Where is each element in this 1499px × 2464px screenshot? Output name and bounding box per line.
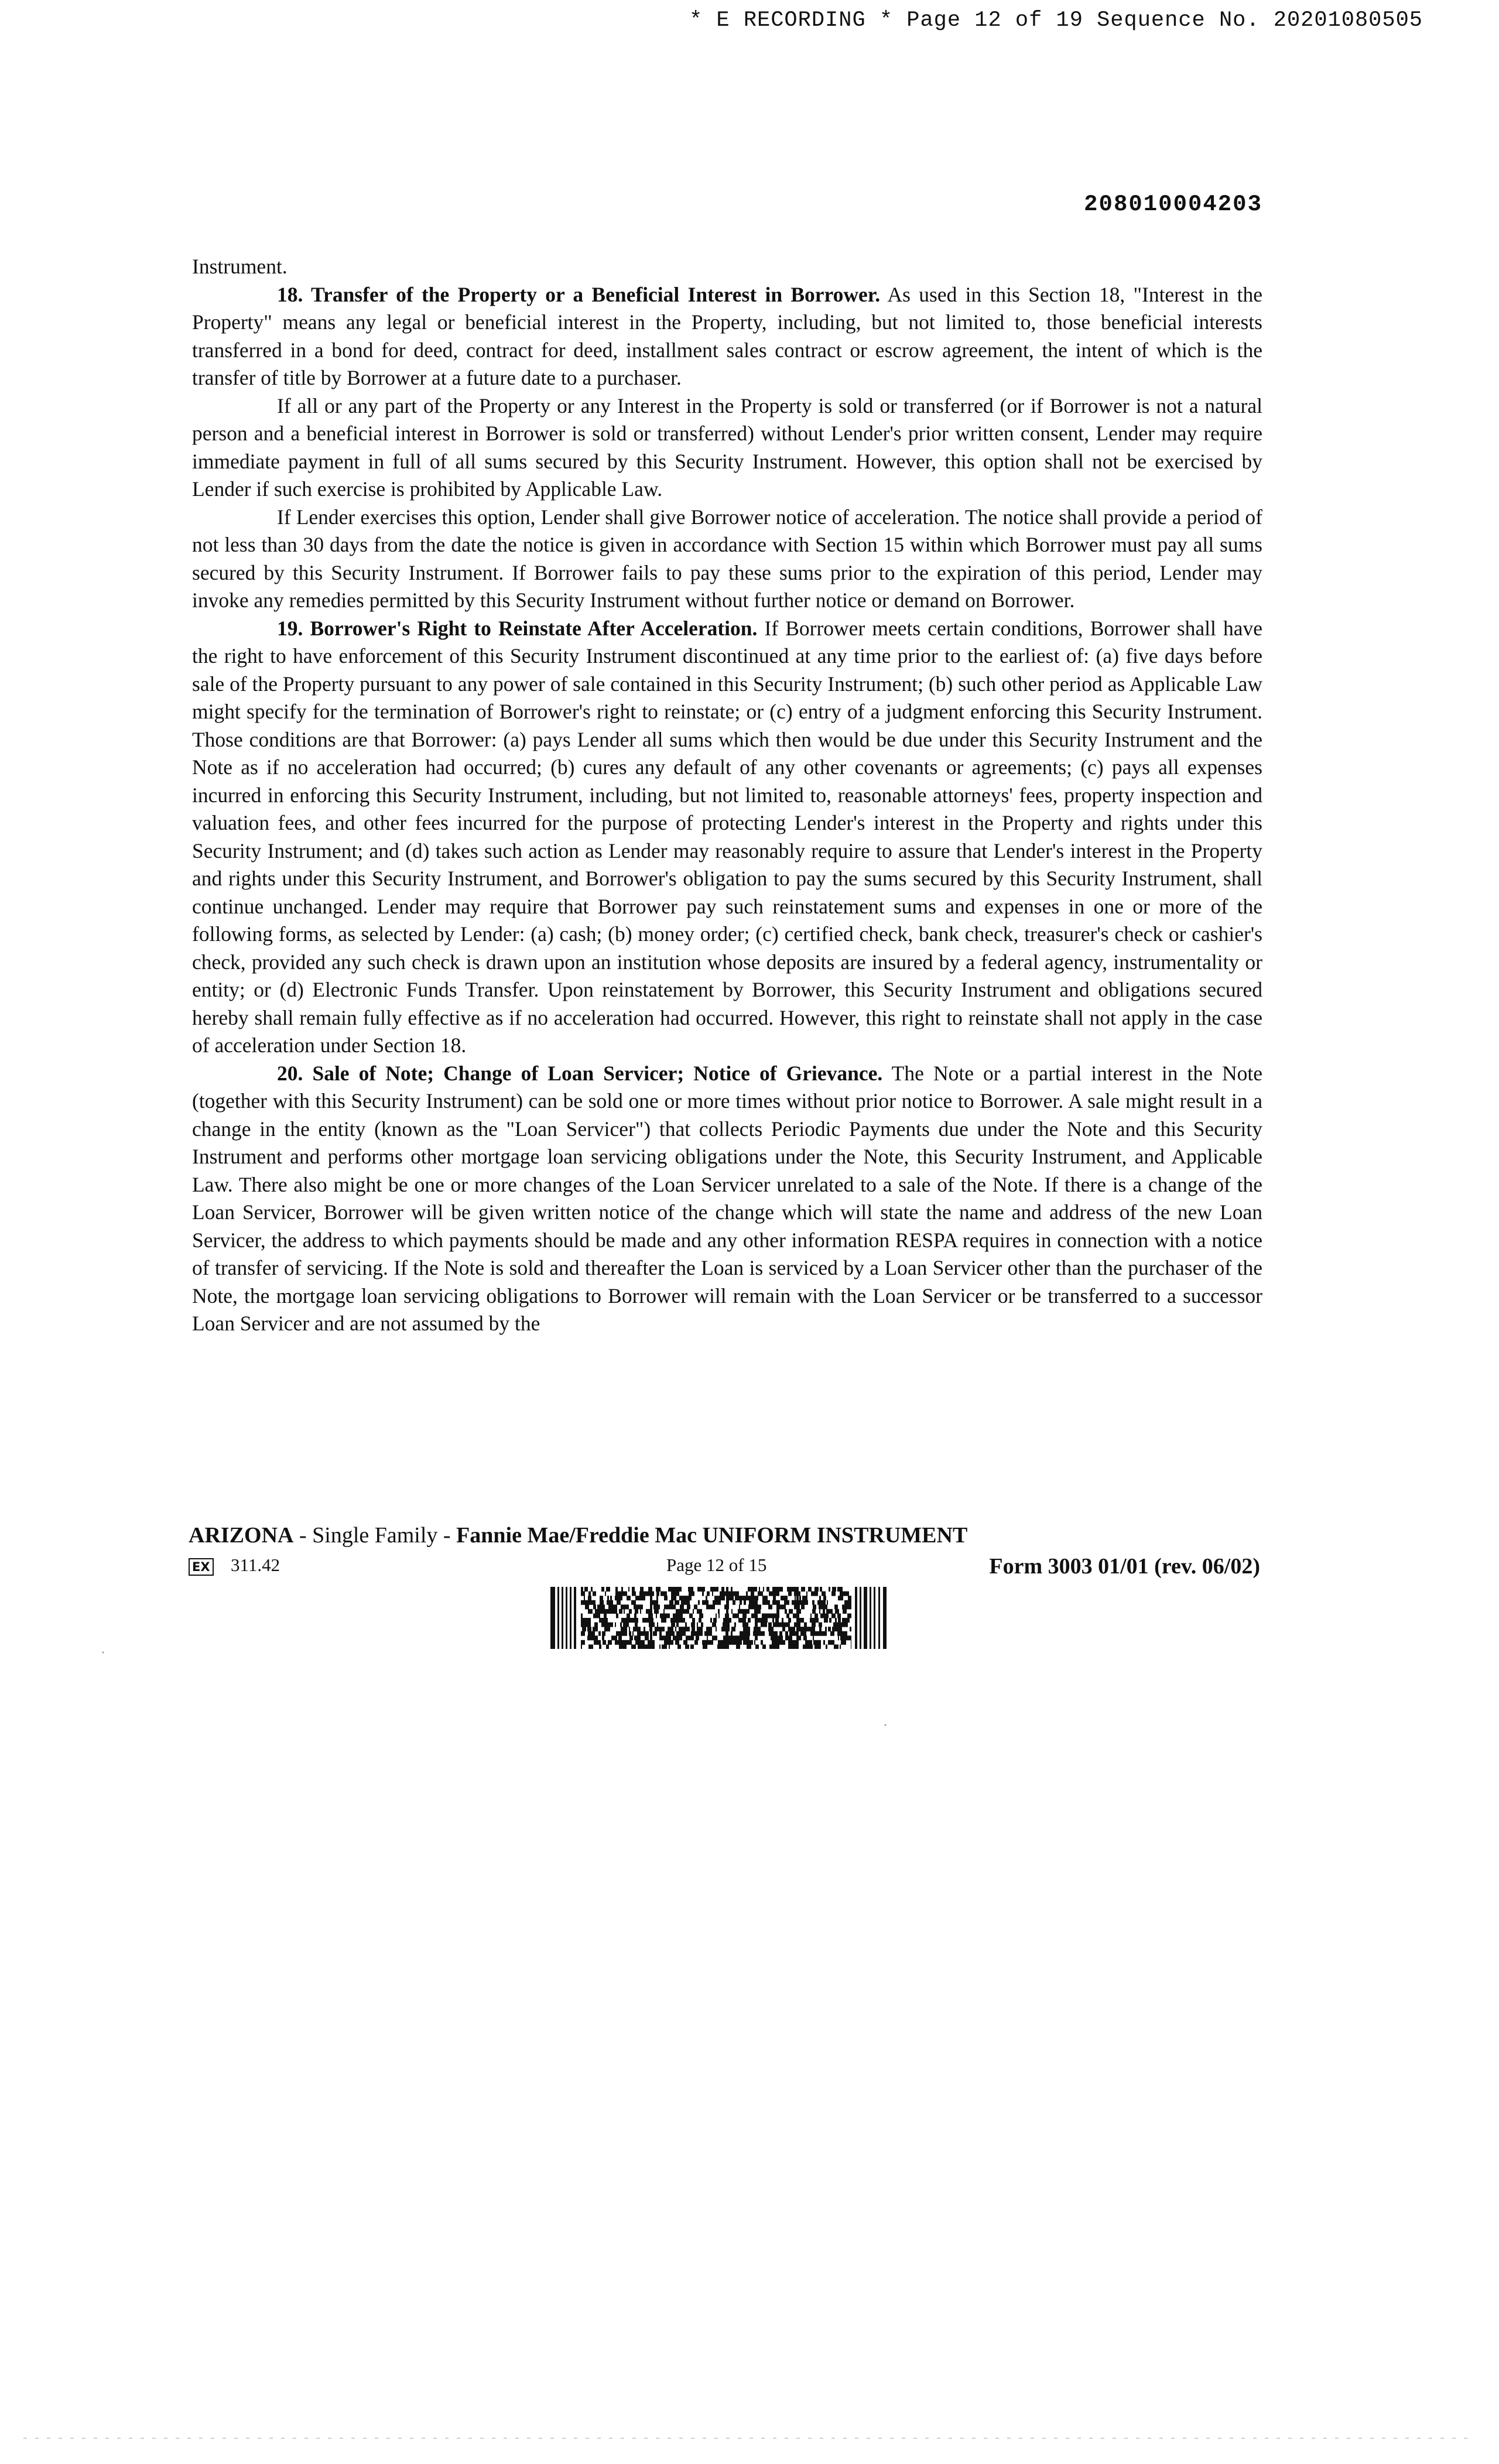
footer-instrument-line — [189, 1522, 967, 1548]
section-18-paragraph-3: If Lender exercises this option, Lender shall give Borrower notice of acceleration. The notice shall provide a period of not less than 30 days from the date the notice is given in accordance with Section 15 within which Borrower must pay all sums secured by this Security Instrument. If Borrower fails to pay these sums prior to the expiration of this period, Lender may invoke any remedies permitted by this Security Instrument without further notice or demand on Borrower. — [192, 505, 1262, 612]
section-20-heading: 20. Sale of Note; Change of Loan Servicer; Notice of Grievance. — [277, 1061, 883, 1085]
footer-instrument: Fannie Mae/Freddie Mac UNIFORM INSTRUMENT — [456, 1523, 968, 1548]
footer-code: 311.42 — [231, 1555, 280, 1575]
section-18-heading: 18. Transfer of the Property or a Beneficial Interest in Borrower. — [277, 282, 881, 306]
ex-logo-icon: EX — [189, 1558, 214, 1576]
footer-state: ARIZONA — [189, 1523, 294, 1548]
section-19-heading: 19. Borrower's Right to Reinstate After Acceleration. — [277, 616, 758, 640]
recording-stamp: * E RECORDING * Page 12 of 19 Sequence No. 20201080505 — [689, 8, 1423, 33]
footer-separator: - Single Family - — [293, 1523, 457, 1548]
document-number: 208010004203 — [1084, 191, 1262, 217]
barcode-icon — [550, 1587, 890, 1649]
footer-form-line — [189, 1555, 1260, 1584]
footer-form-number: Form 3003 01/01 (rev. 06/02) — [989, 1554, 1260, 1579]
continuation-text: Instrument. — [192, 255, 288, 278]
section-19-text: If Borrower meets certain conditions, Borrower shall have the right to have enforcement of this Security Instrument discontinued at any time prior to the earliest of: (a) five days before sale of the Property pursuant to any power of sale contained in this Security Instrument; (b) such other period as Applicable Law might specify for the termination of Borrower's right to reinstate; or (c) entry of a judgment enforcing this Security Instrument. Those conditions are that Borrower: (a) pays Lender all sums which then would be due under this Security Instrument and the Note as if no acceleration had occurred; (b) cures any default of any other covenants or agreements; (c) pays all expenses incurred in enforcing this Security Instrument, including, but not limited to, reasonable attorneys' fees, property inspection and valuation fees, and other fees incurred for the purpose of protecting Lender's interest in the Property and rights under this Security Instrument; and (d) takes such action as Lender may reasonably require to assure that Lender's interest in the Property and rights under this Security Instrument, and Borrower's obligation to pay the sums secured by this Security Instrument, shall continue unchanged. Lender may require that Borrower pay such reinstatement sums and expenses in one or more of the following forms, as selected by Lender: (a) cash; (b) money order; (c) certified check, bank check, treasurer's check or cashier's check, provided any such check is drawn upon an institution whose deposits are insured by a federal agency, instrumentality or entity; or (d) Electronic Funds Transfer. Upon reinstatement by Borrower, this Security Instrument and obligations secured hereby shall remain fully effective as if no acceleration had occurred. However, this right to reinstate shall not apply in the case of acceleration under Section 18. — [192, 616, 1263, 1057]
footer-page-number: Page 12 of 15 — [666, 1555, 767, 1575]
section-19-paragraph — [192, 615, 1262, 1060]
section-20-paragraph — [192, 1060, 1262, 1338]
document-body — [192, 253, 1262, 1338]
section-20-text: The Note or a partial interest in the Note (together with this Security Instrument) can be sold one or more times without prior notice to Borrower. A sale might result in a change in the entity (known as the "Loan Servicer") that collects Periodic Payments due under the Note and this Security Instrument and performs other mortgage loan servicing obligations under the Note, this Security Instrument, and Applicable Law. There also might be one or more changes of the Loan Servicer unrelated to a sale of the Note. If there is a change of the Loan Servicer, Borrower will be given written notice of the change which will state the name and address of the new Loan Servicer, the address to which payments should be made and any other information RESPA requires in connection with a notice of transfer of servicing. If the Note is sold and thereafter the Loan is serviced by a Loan Servicer other than the purchaser of the Note, the mortgage loan servicing obligations to Borrower will remain with the Loan Servicer or be transferred to a successor Loan Servicer and are not assumed by the — [192, 1061, 1262, 1335]
section-18-paragraph-1 — [192, 281, 1262, 392]
section-18-paragraph-2: If all or any part of the Property or any Interest in the Property is sold or transferred (or if Borrower is not a natural person and a beneficial interest in Borrower is sold or transferred) without Lender's prior written consent, Lender may require immediate payment in full of all sums secured by this Security Instrument. However, this option shall not be exercised by Lender if such exercise is prohibited by Applicable Law. — [192, 393, 1262, 501]
section-18-text: As used in this Section 18, "Interest in the Property" means any legal or beneficial interest in the Property, including, but not limited to, those beneficial interests transferred in a bond for deed, contract for deed, installment sales contract or escrow agreement, the intent of which is the transfer of title by Borrower at a future date to a purchaser. — [192, 282, 1262, 389]
